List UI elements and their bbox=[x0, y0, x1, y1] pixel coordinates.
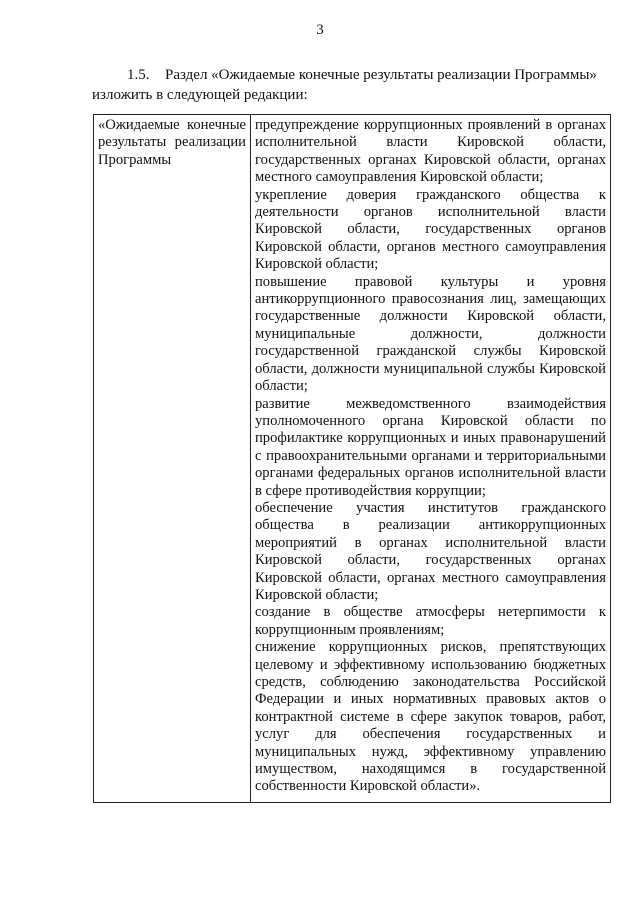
table-row bbox=[94, 115, 611, 803]
section-title-text: Раздел «Ожидаемые конечные результаты реализации Программы» bbox=[165, 67, 597, 83]
result-item: создание в обществе атмосферы нетерпимости к коррупционным проявлениям; bbox=[255, 604, 606, 638]
section-number: 1.5. bbox=[127, 67, 150, 83]
page-number: 3 bbox=[316, 22, 324, 38]
results-table bbox=[93, 114, 611, 803]
result-item: укрепление доверия гражданского общества к деятельности органов исполнительной власти Кировской области, государственных органов Кировской области, органов местного самоуправления Кировской области; bbox=[255, 186, 606, 273]
table-label-cell: «Ожидаемые конечные результаты реализации Программы bbox=[94, 115, 251, 803]
result-item: обеспечение участия институтов гражданского общества в реализации антикоррупционных мероприятий в органах исполнительной власти Кировской области, государственных органах Кировской области, органах местного самоуправления Кировской области; bbox=[255, 499, 606, 603]
result-item: повышение правовой культуры и уровня антикоррупционного правосознания лиц, замещающих государственные должности Кировской области, муниципальные должности, должности государственной гражданской службы Кировской области, должности муниципальной службы Кировской области; bbox=[255, 273, 606, 395]
intro-line-2: изложить в следующей редакции: bbox=[92, 87, 308, 103]
result-item: развитие межведомственного взаимодействия уполномоченного органа Кировской области по профилактике коррупционных и иных правонарушений с правоохранительными органами и территориальными органами федеральных органов исполнительной власти в сфере противодействия коррупции; bbox=[255, 395, 606, 499]
result-item: предупреждение коррупционных проявлений в органах исполнительной власти Кировской области, государственных органах Кировской области, органах местного самоуправления Кировской области; bbox=[255, 117, 606, 186]
result-item: снижение коррупционных рисков, препятствующих целевому и эффективному использованию бюджетных средств, соблюдению законодательства Российской Федерации и иных нормативных правовых актов о контрактной системе в сфере закупок товаров, работ, услуг для обеспечения государственных и муниципальных нужд, эффективному управлению имуществом, находящимся в государственной собственности Кировской области». bbox=[255, 639, 606, 795]
intro-paragraph bbox=[92, 65, 612, 105]
table-content-cell bbox=[251, 115, 611, 803]
intro-line-1 bbox=[92, 65, 612, 85]
